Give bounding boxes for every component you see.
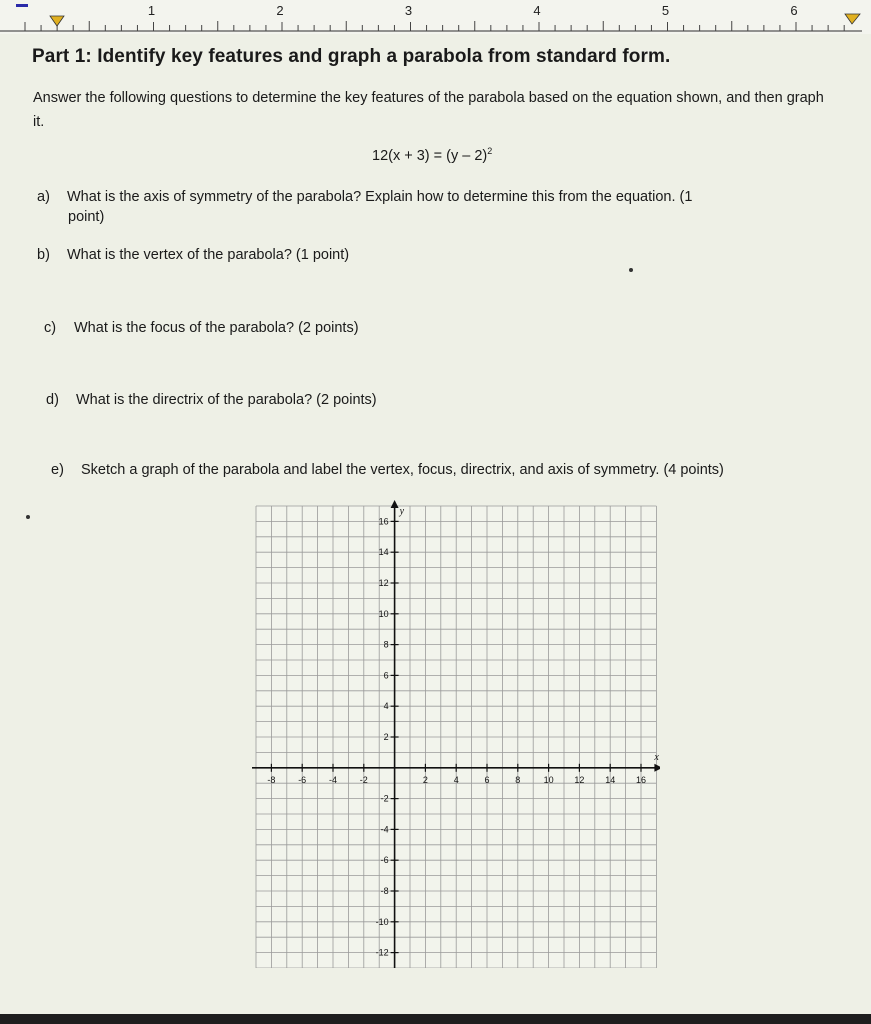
- x-tick-label: 12: [574, 774, 585, 785]
- question-d: [46, 390, 377, 410]
- question-c: [44, 318, 359, 338]
- x-tick-label: 4: [453, 774, 459, 785]
- question-label: d): [46, 392, 59, 408]
- y-tick-label: -6: [380, 855, 389, 866]
- y-tick-label: -12: [375, 947, 389, 958]
- coordinate-grid: [244, 498, 660, 968]
- ruler-number: 2: [276, 3, 284, 18]
- x-tick-label: 8: [515, 774, 521, 785]
- x-tick-label: 2: [422, 774, 428, 785]
- x-tick-label: -4: [328, 774, 338, 785]
- y-tick-label: -2: [380, 793, 389, 804]
- question-b: [37, 245, 349, 265]
- ruler-number: 4: [533, 3, 541, 18]
- y-axis-label: y: [399, 506, 405, 517]
- y-tick-label: -4: [380, 824, 389, 835]
- y-tick-label: -8: [380, 886, 389, 896]
- y-tick-label: 12: [378, 578, 389, 588]
- y-tick-label: 10: [378, 608, 389, 619]
- equation-exponent: 2: [487, 146, 493, 156]
- ruler-number: 3: [404, 3, 413, 18]
- page-title: Part 1: Identify key features and graph a parabola from standard form.: [32, 46, 671, 67]
- stray-mark: [629, 268, 633, 272]
- x-tick-label: 6: [484, 774, 490, 785]
- x-tick-label: -6: [298, 774, 307, 785]
- y-tick-label: -10: [375, 916, 389, 927]
- screen-bezel: [0, 1014, 871, 1024]
- x-tick-label: 10: [543, 774, 554, 785]
- question-text: Sketch a graph of the parabola and label the vertex, focus, directrix, and axis of symmetry. (4 points): [81, 462, 724, 478]
- question-label: b): [37, 247, 50, 263]
- x-axis-arrow: [654, 764, 660, 772]
- instructions: Answer the following questions to determine the key features of the parabola based on the equation shown, and then graph it.: [33, 90, 824, 130]
- x-axis-label: x: [654, 751, 659, 763]
- y-tick-label: 4: [383, 701, 389, 712]
- x-tick-label: 16: [635, 774, 647, 785]
- y-axis-arrow: [391, 500, 399, 508]
- y-tick-label: 2: [383, 732, 389, 742]
- question-text: What is the focus of the parabola? (2 points): [74, 320, 359, 336]
- question-label: a): [37, 189, 50, 205]
- question-text: What is the directrix of the parabola? (2 points): [76, 392, 377, 408]
- question-label: e): [51, 462, 64, 478]
- question-text: What is the axis of symmetry of the parabola? Explain how to determine this from the equation. (1: [67, 189, 693, 205]
- equation: [372, 146, 492, 164]
- y-tick-label: 8: [383, 639, 389, 650]
- y-tick-label: 14: [378, 547, 389, 558]
- y-tick-label: 6: [383, 670, 389, 681]
- question-label: c): [44, 320, 57, 336]
- stray-mark: [26, 515, 30, 519]
- ruler-number: 1: [147, 3, 156, 18]
- ruler-number: 5: [661, 3, 670, 18]
- question-text: What is the vertex of the parabola? (1 point): [67, 247, 350, 263]
- question-e: [51, 460, 724, 480]
- ruler-number: 6: [790, 3, 798, 18]
- x-tick-label: 14: [605, 774, 616, 785]
- y-tick-label: 16: [378, 516, 389, 527]
- x-tick-label: -8: [267, 774, 276, 785]
- question-continuation: point): [68, 209, 105, 225]
- question-a: [37, 187, 827, 227]
- equation-body: 12(x + 3) = (y – 2): [372, 147, 488, 164]
- x-tick-label: -2: [359, 774, 368, 785]
